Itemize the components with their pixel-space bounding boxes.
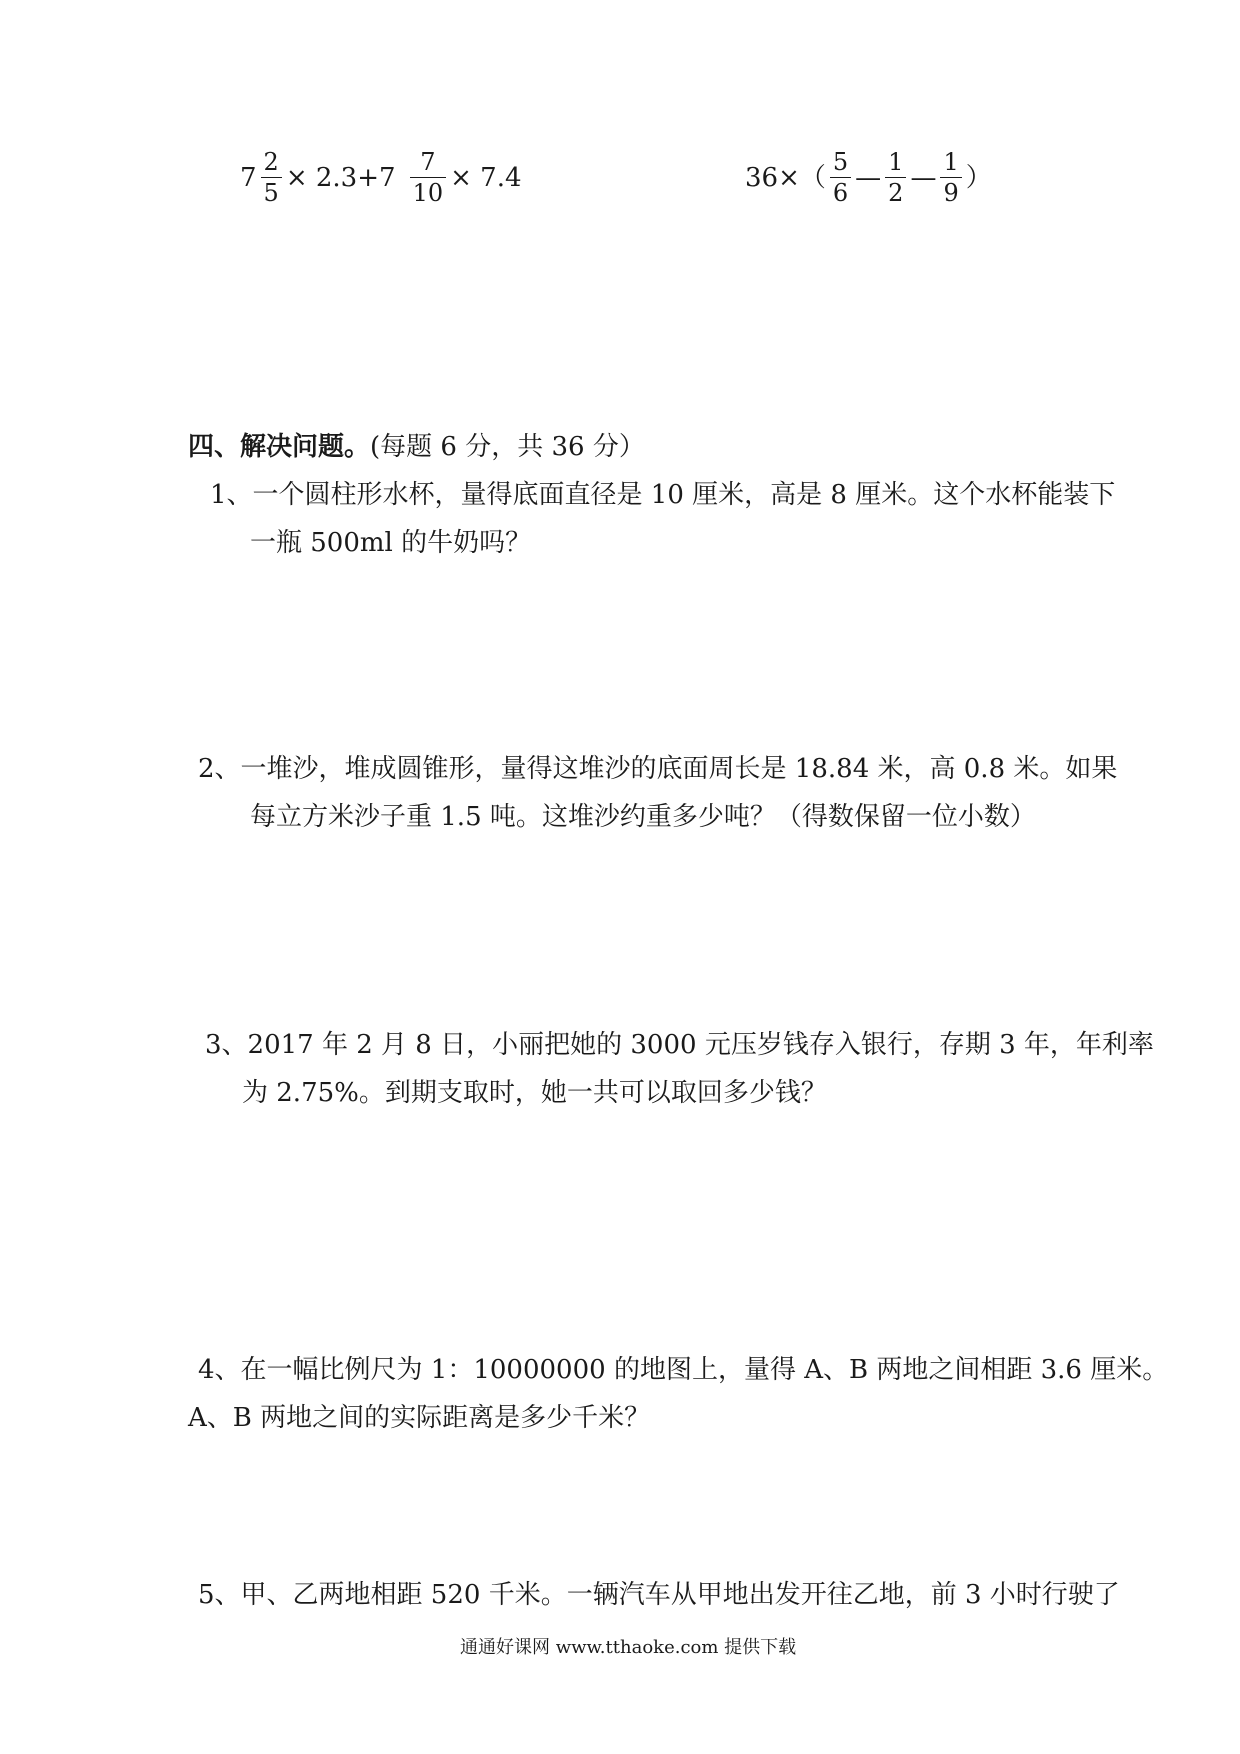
fraction — [940, 150, 961, 205]
problem-3-line-1: 3、2017 年 2 月 8 日，小丽把她的 3000 元压岁钱存入银行，存期 3 年，年利率 — [205, 1030, 1154, 1060]
minus-sign: — — [855, 162, 882, 193]
problem-2-line-2: 每立方米沙子重 1.5 吨。这堆沙约重多少吨？（得数保留一位小数） — [250, 802, 1036, 832]
fraction-numerator: 7 — [420, 148, 436, 176]
fraction — [410, 150, 447, 205]
expression-left-tail: × 7.4 — [450, 162, 522, 193]
problem-1-line-2: 一瓶 500ml 的牛奶吗？ — [250, 528, 532, 558]
expression-left-mid: × 2.3+7 — [285, 162, 396, 193]
section-heading — [188, 426, 645, 463]
fraction-denominator: 10 — [412, 179, 444, 207]
fraction — [830, 150, 851, 205]
fraction-denominator: 9 — [943, 179, 959, 207]
minus-sign: — — [910, 162, 937, 193]
fraction-denominator: 6 — [832, 179, 849, 207]
section-title: 四、解决问题。 — [188, 432, 371, 462]
problem-5-line-1: 5、甲、乙两地相距 520 千米。一辆汽车从甲地出发开往乙地，前 3 小时行驶了 — [198, 1580, 1120, 1610]
expression-right-lead: 36×（ — [745, 162, 826, 193]
problem-4-line-2: A、B 两地之间的实际距离是多少千米？ — [188, 1403, 651, 1433]
expression-left — [240, 150, 522, 205]
section-note: (每题 6 分，共 36 分） — [370, 432, 645, 462]
fraction — [261, 150, 282, 205]
fraction-denominator: 2 — [888, 179, 904, 207]
fraction-numerator: 1 — [888, 148, 904, 176]
footer-credit: 通通好课网 www.tthaoke.com 提供下载 — [460, 1637, 797, 1658]
expression-right-close: ） — [965, 162, 992, 193]
fraction-numerator: 2 — [263, 148, 279, 176]
problem-1-line-1: 1、一个圆柱形水杯，量得底面直径是 10 厘米，高是 8 厘米。这个水杯能装下 — [210, 480, 1116, 510]
fraction-numerator: 5 — [832, 148, 849, 176]
problem-3-line-2: 为 2.75%。到期支取时，她一共可以取回多少钱？ — [242, 1078, 827, 1108]
problem-4-line-1: 4、在一幅比例尺为 1：10000000 的地图上，量得 A、B 两地之间相距 3.6 厘米。 — [198, 1355, 1169, 1385]
fraction-denominator: 5 — [263, 179, 279, 207]
fraction-numerator: 1 — [943, 148, 959, 176]
problem-2-line-1: 2、一堆沙，堆成圆锥形，量得这堆沙的底面周长是 18.84 米，高 0.8 米。如果 — [198, 754, 1118, 784]
expression-left-whole: 7 — [240, 162, 257, 193]
expression-right — [745, 150, 992, 205]
fraction — [885, 150, 906, 205]
